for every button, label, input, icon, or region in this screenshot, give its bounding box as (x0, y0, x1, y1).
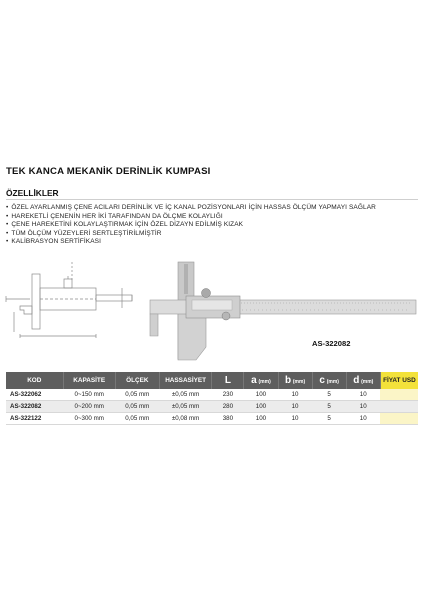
feature-item: • TÜM ÖLÇÜM YÜZEYLERİ SERTLEŞTİRİLMİŞTİR (6, 230, 376, 239)
cell-price (380, 401, 418, 413)
table-row (6, 389, 418, 401)
col-header-a-letter: a (251, 375, 257, 386)
cell-olcek: 0,05 mm (115, 389, 159, 401)
technical-drawing (6, 262, 132, 338)
cell-olcek: 0,05 mm (115, 401, 159, 413)
cell-kod: AS-322082 (6, 401, 63, 413)
col-header-kapasite: KAPASİTE (63, 372, 115, 389)
cell-d: 10 (346, 389, 380, 401)
cell-kapasite: 0~150 mm (63, 389, 115, 401)
page-title: TEK KANCA MEKANİK DERİNLİK KUMPASI (6, 166, 211, 177)
cell-L: 230 (212, 389, 244, 401)
col-header-d (346, 372, 380, 389)
cell-price (380, 389, 418, 401)
col-header-hassasiyet: HASSASİYET (159, 372, 212, 389)
cell-price (380, 413, 418, 425)
col-header-a-unit: (mm) (258, 379, 271, 385)
cell-a: 100 (244, 401, 278, 413)
cell-a: 100 (244, 389, 278, 401)
cell-b: 10 (278, 413, 312, 425)
cell-c: 5 (312, 389, 346, 401)
cell-c: 5 (312, 401, 346, 413)
col-header-c-unit: (mm) (326, 379, 339, 385)
product-photo (150, 262, 416, 360)
cell-L: 380 (212, 413, 244, 425)
col-header-b-letter: b (285, 375, 292, 386)
col-header-olcek: ÖLÇEK (115, 372, 159, 389)
product-code-label: AS-322082 (312, 339, 351, 348)
cell-hassasiyet: ±0,05 mm (159, 401, 212, 413)
cell-hassasiyet: ±0,05 mm (159, 389, 212, 401)
cell-kapasite: 0~200 mm (63, 401, 115, 413)
cell-kod: AS-322122 (6, 413, 63, 425)
col-header-d-letter: d (353, 375, 360, 386)
cell-b: 10 (278, 401, 312, 413)
feature-item: • KALİBRASYON SERTİFİKASI (6, 238, 376, 247)
cell-d: 10 (346, 401, 380, 413)
drawing-hook (20, 306, 32, 314)
col-header-c-letter: c (319, 375, 325, 386)
drawing-knob (64, 279, 72, 288)
table-row (6, 401, 418, 413)
drawing-beam (96, 295, 132, 301)
heading-divider (6, 199, 418, 200)
col-header-L (212, 372, 244, 389)
cell-c: 5 (312, 413, 346, 425)
col-header-L-letter: L (224, 375, 231, 386)
spec-table (6, 372, 418, 425)
cell-d: 10 (346, 413, 380, 425)
cell-hassasiyet: ±0,08 mm (159, 413, 212, 425)
col-header-c (312, 372, 346, 389)
col-header-b (278, 372, 312, 389)
cell-kapasite: 0~300 mm (63, 413, 115, 425)
features-list (6, 204, 376, 247)
col-header-kod: KOD (6, 372, 63, 389)
cell-olcek: 0,05 mm (115, 413, 159, 425)
feature-item: • HAREKETLİ ÇENENİN HER İKİ TARAFINDAN DA ÖLÇME KOLAYLIĞI (6, 213, 376, 222)
feature-item: • ÇENE HAREKETİNİ KOLAYLAŞTIRMAK İÇİN ÖZEL DİZAYN EDİLMİŞ KIZAK (6, 221, 376, 230)
col-header-a (244, 372, 278, 389)
col-header-b-unit: (mm) (292, 379, 306, 385)
cell-a: 100 (244, 413, 278, 425)
drawing-base-block (32, 274, 40, 329)
feature-item: • ÖZEL AYARLANMIŞ ÇENE ACILARI DERİNLİK VE İÇ KANAL POZİSYONLARI İÇİN HASSAS ÖLÇÜM YAPMAYI SAĞLAR (6, 204, 376, 213)
features-heading: ÖZELLİKLER (6, 188, 59, 198)
cell-b: 10 (278, 389, 312, 401)
table-row (6, 413, 418, 425)
cell-kod: AS-322062 (6, 389, 63, 401)
col-header-d-unit: (mm) (361, 379, 374, 385)
cell-L: 280 (212, 401, 244, 413)
table-header-row (6, 372, 418, 389)
col-header-price: FİYAT USD (380, 372, 418, 389)
product-illustration (0, 252, 424, 362)
